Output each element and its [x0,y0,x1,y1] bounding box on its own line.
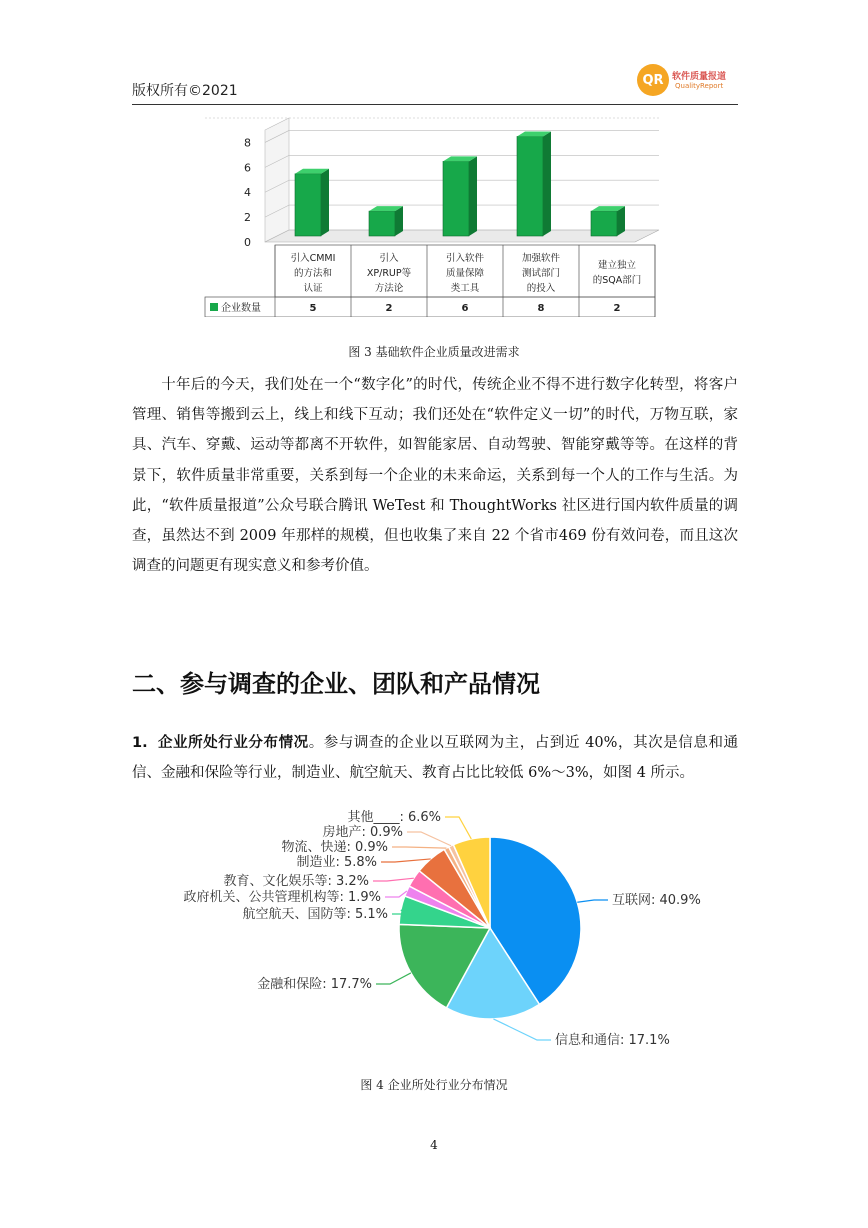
slice-label: 其他____: 6.6% [347,810,441,825]
body-paragraph [132,370,738,581]
slice-label: 信息和通信: 17.1% [555,1033,670,1048]
bar-front [517,136,543,236]
section-title: 二、参与调查的企业、团队和产品情况 [132,670,540,698]
quality-report-logo [637,64,747,98]
category-label: 质量保障 [445,268,485,279]
bar-front [295,174,321,236]
slice-label: 航空航天、国防等: 5.1% [242,907,388,922]
value-label: 8 [537,303,545,314]
item1-heading: 企业所处行业分布情况 [157,735,309,751]
table-value-row [205,297,655,317]
bar-side [395,206,403,236]
bar-side [617,206,625,236]
slice-label: 互联网: 40.9% [612,893,701,908]
y-tick-label: 0 [244,236,251,249]
value-label: 2 [385,303,393,314]
bar-front [591,211,617,236]
item1-paragraph [132,728,738,788]
category-label: 加强软件 [521,253,561,264]
legend-swatch [210,303,218,311]
body-paragraph-text: 十年后的今天，我们处在一个“数字化”的时代，传统企业不得不进行数字化转型，将客户管理、销售等搬到云上，线上和线下互动；我们还处在“软件定义一切”的时代，万物互联，家具、汽车、穿戴、运动等都离不开软件，如智能家居、自动驾驶、智能穿戴等等。在这样的背景下，软件质量非常重要，关系到每一个企业的未来命运，关系到每一个人的工作与生活。为此，“软件质量报道”公众号联合腾讯 WeTest 和 ThoughtWorks 社区进行国内软件质量的调查，虽然达不到 2009 年那样的规模，但也收集了来自 22 个省市469 份有效问卷，而且这次调查的问题更有现实意义和参考价值。 [132,377,738,575]
leader-line [445,817,471,839]
bar-side [321,169,329,236]
value-label: 6 [461,303,469,314]
slice-label: 物流、快递: 0.9% [281,840,388,855]
leader-line [385,891,407,897]
slice-label: 房地产: 0.9% [322,825,403,840]
category-label: XP/RUP等 [366,268,412,279]
figure3-caption: 图 3 基础软件企业质量改进需求 [348,345,520,359]
category-label: 建立独立 [597,260,637,271]
bar-front [443,161,469,236]
page-number: 4 [430,1138,438,1152]
header-copyright: 版权所有©2021 [132,83,238,99]
logo-mark: QR [637,64,669,96]
category-label: 测试部门 [521,268,561,279]
category-label: 认证 [303,283,323,294]
category-label: 引入软件 [445,253,485,264]
figure3-bar-chart [200,112,670,317]
figure4-caption: 图 4 企业所处行业分布情况 [360,1078,508,1092]
slice-label: 教育、文化娱乐等: 3.2% [223,874,369,889]
category-label: 的投入 [526,283,556,294]
leader-line [373,878,414,881]
category-label: 引入 [379,253,399,264]
leader-line [392,847,446,848]
category-label: 的SQA部门 [592,275,642,286]
logo-subtitle: QualityReport [675,82,724,90]
value-label: 5 [309,303,317,314]
category-label: 类工具 [450,283,480,294]
bar-front [369,211,395,236]
leader-line [493,1019,551,1040]
slice-label: 制造业: 5.8% [296,855,377,870]
leader-line [381,859,431,862]
y-tick-label: 4 [244,186,251,200]
legend-label: 企业数量 [221,303,261,314]
category-label: 的方法和 [293,268,333,279]
slice-label: 金融和保险: 17.7% [257,977,372,992]
y-tick-label: 6 [244,161,251,175]
slice-label: 政府机关、公共管理机构等: 1.9% [183,890,381,905]
leader-line [407,832,451,846]
category-label: 方法论 [374,283,404,294]
category-label: 引入CMMI [290,253,336,264]
value-label: 2 [613,303,621,314]
bar-side [469,156,477,236]
y-tick-label: 8 [244,136,251,150]
item1-number: 1. [132,735,148,751]
leader-line [376,973,411,984]
header-divider [132,104,738,105]
leader-line [577,900,608,902]
logo-name: 软件质量报道 [672,72,727,82]
figure4-pie-chart [130,800,750,1060]
bar-side [543,131,551,236]
item1-text: 。参与调查的企业以互联网为主，占到近 40%，其次是信息和通信、金融和保险等行业，制造业、航空航天、教育占比比较低 6%～3%，如图 4 所示。 [132,735,739,781]
y-tick-label: 2 [244,211,251,225]
